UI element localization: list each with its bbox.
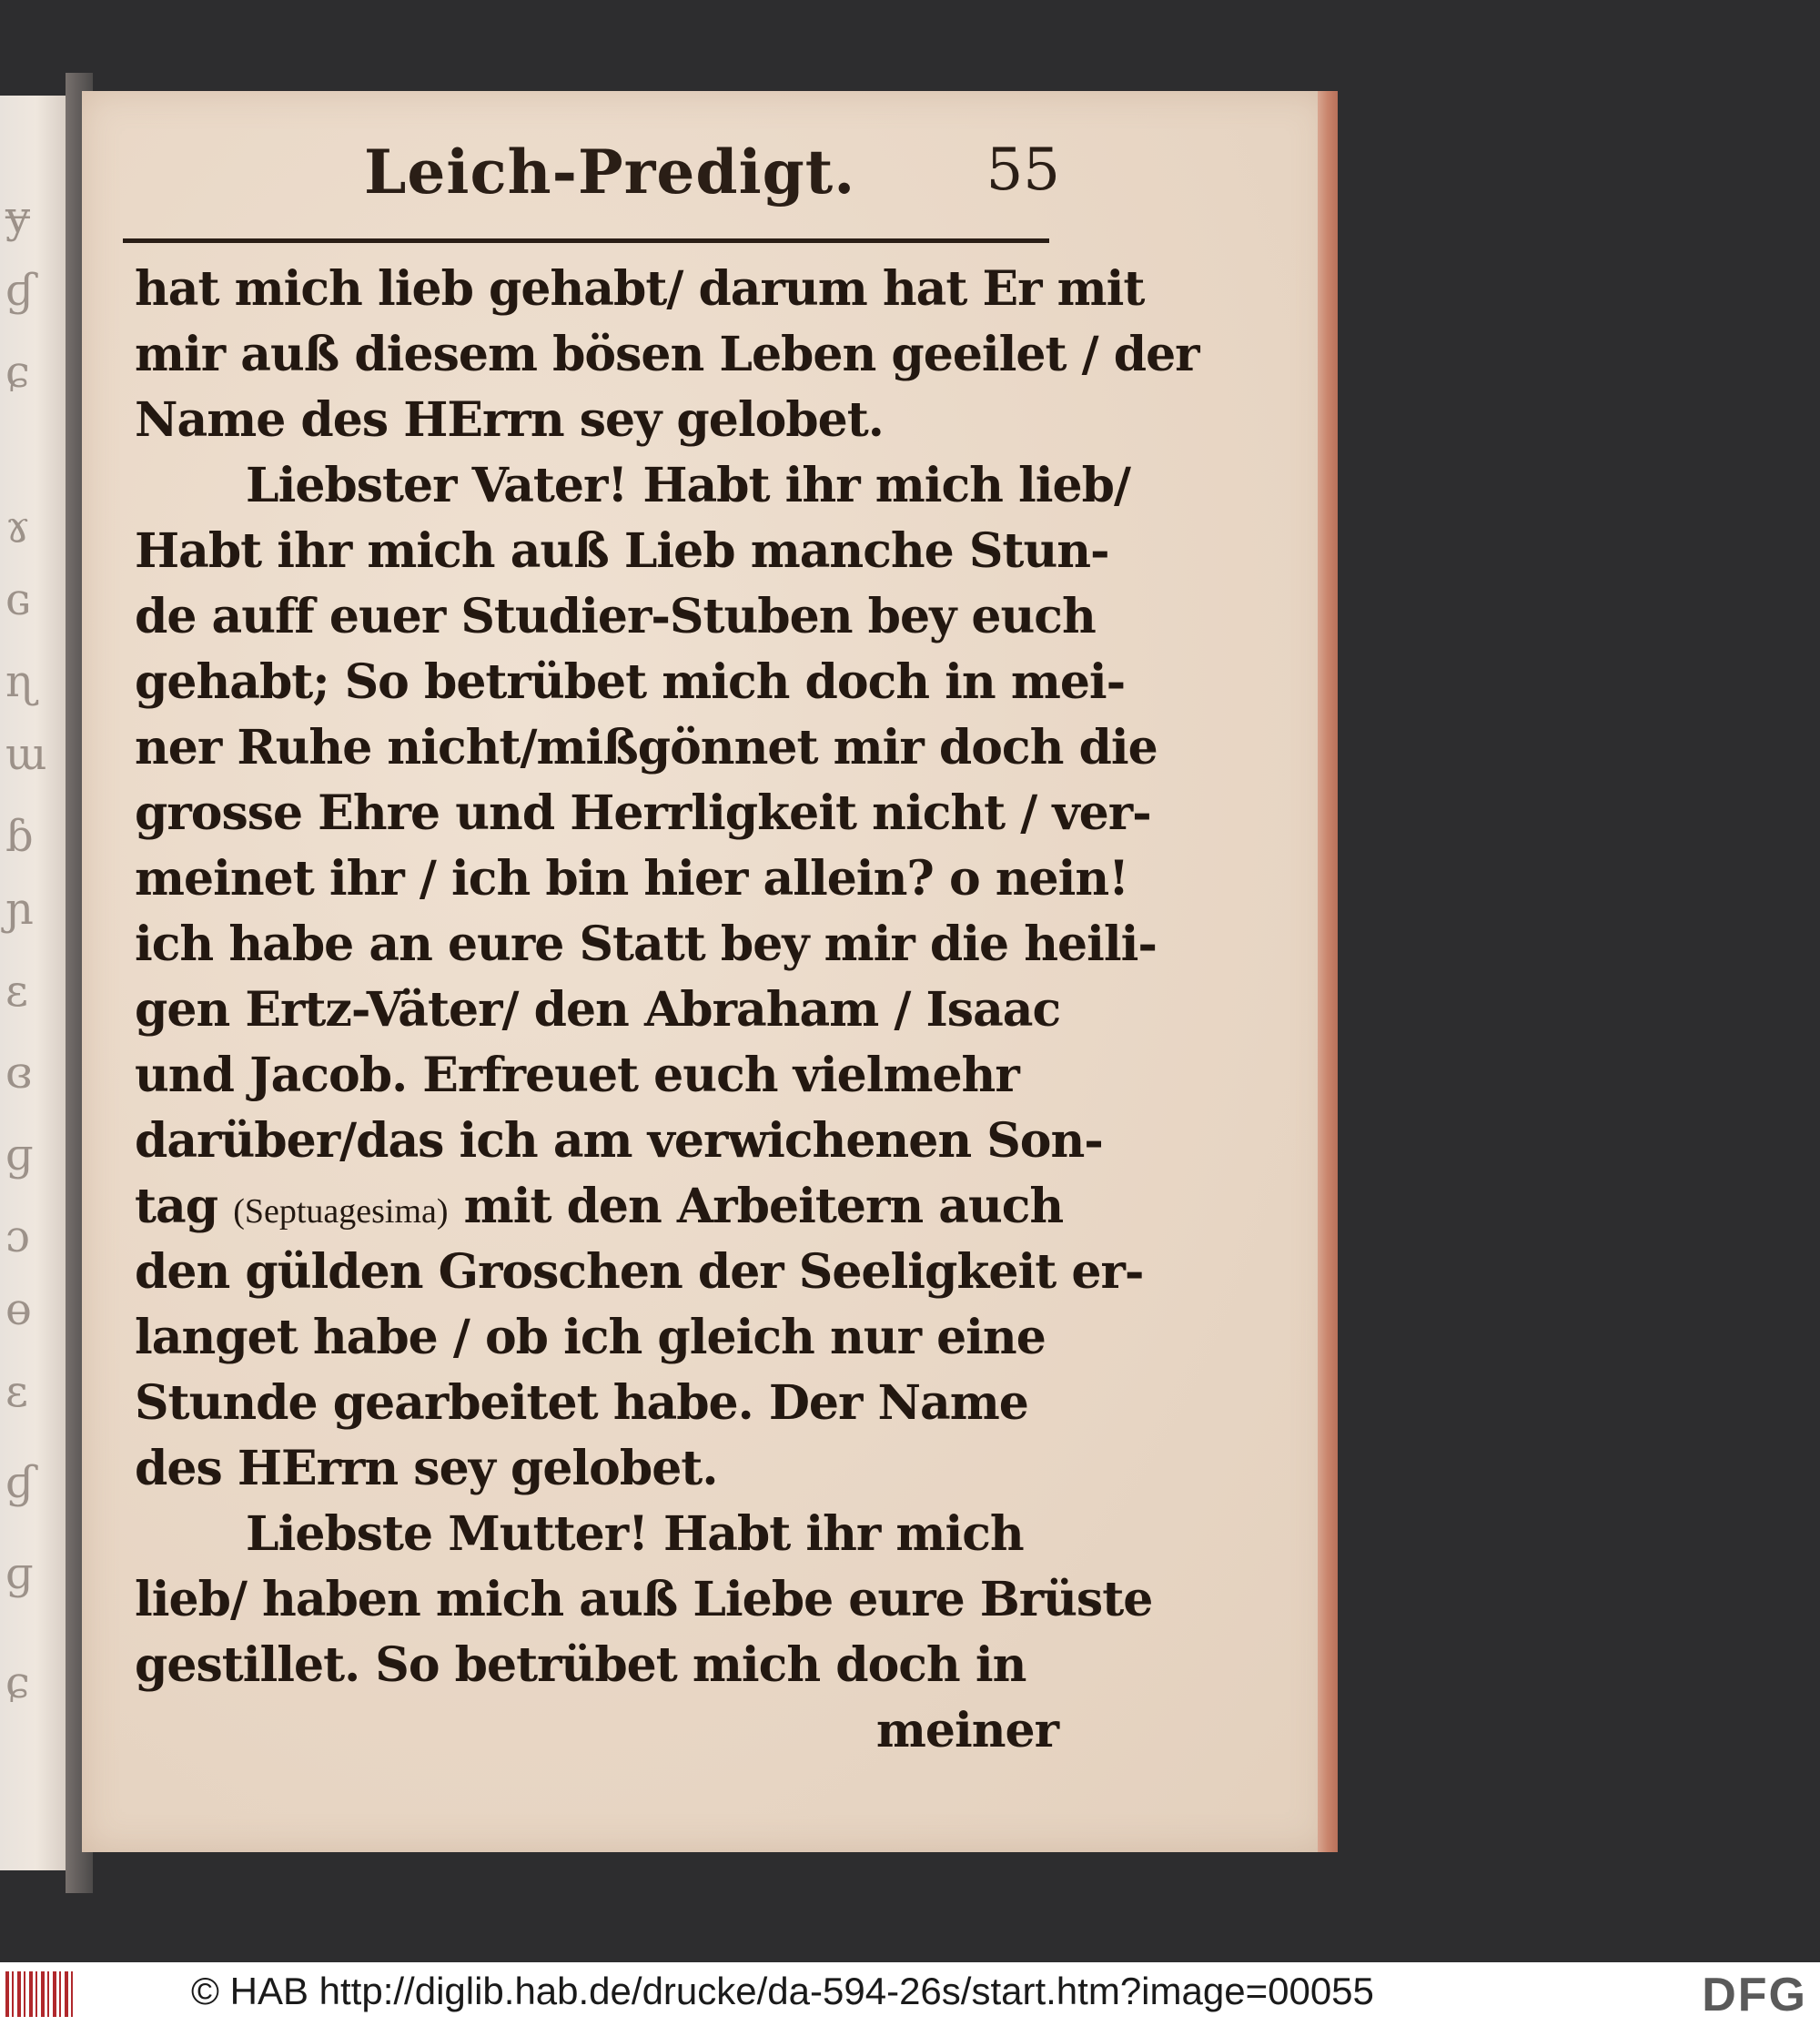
text-line [135,1698,1058,1764]
text-line-main: grosse Ehre und Herrligkeit nicht / ver- [135,785,1151,841]
text-line [135,781,1151,846]
text-line [135,1305,1058,1371]
text-line-main: langet habe / ob ich gleich nur eine [135,1310,1046,1365]
bleed-glyph: ɠ [5,265,35,316]
text-line [135,322,1199,388]
text-line-main: mir auß diesem bösen Leben geeilet / der [135,327,1199,382]
text-line-continuation: mit den Arbeitern auch [463,1179,1064,1234]
text-line [135,584,1096,650]
bleed-glyph: ɯ [5,729,47,780]
text-line [135,519,1109,584]
text-line [135,257,1145,322]
running-head: Leich-Predigt. [364,137,856,208]
text-line [135,1633,1058,1698]
bleed-glyph: ɡ [5,1548,34,1599]
text-line [135,1436,1058,1502]
text-line [135,715,1158,781]
bleed-glyph: ɠ [5,1457,35,1508]
bleed-glyph: ɏ [5,192,31,243]
text-line [135,978,1061,1043]
header-rule [123,238,1049,243]
page-number: 55 [986,137,1060,204]
text-line-main: meiner [875,1703,1058,1758]
bleed-glyph: ɓ [5,811,34,862]
bleed-glyph: ɞ [5,1048,33,1099]
text-line [135,912,1157,978]
bleed-glyph: ɳ [5,656,36,707]
text-line-main: tag [135,1179,218,1234]
text-line-main: darüber/das ich am verwichenen Son- [135,1113,1103,1169]
text-line [135,1174,1064,1240]
text-line-main: Habt ihr mich auß Lieb manche Stun- [135,523,1109,579]
text-line [135,1109,1103,1174]
bleed-glyph: ɕ [5,347,30,398]
text-line-main: hat mich lieb gehabt/ darum hat Er mit [135,261,1145,317]
bleed-glyph: ɛ [5,966,28,1017]
bleed-glyph: ɵ [5,1284,32,1335]
page-red-edge [1318,91,1338,1852]
text-line-main: Name des HErrn sey gelobet. [135,392,884,448]
latin-insert: (Septuagesima) [233,1192,449,1231]
text-line [135,1567,1153,1633]
text-line-main: den gülden Groschen der Seeligkeit er- [135,1244,1144,1300]
bleed-glyph: ɕ [5,1657,30,1708]
bleed-glyph: ɲ [5,884,34,935]
footer-bar [0,1962,1820,2026]
text-line-main: gestillet. So betrübet mich doch in [135,1637,1026,1693]
text-line-main: des HErrn sey gelobet. [135,1441,718,1496]
text-line-main: Liebster Vater! Habt ihr mich lieb/ [246,458,1130,513]
text-line-main: gehabt; So betrübet mich doch in mei- [135,654,1126,710]
text-line [135,846,1129,912]
bleed-glyph: ɛ [5,1366,28,1417]
text-line [135,453,1130,519]
adjacent-page-sliver [0,96,66,1870]
text-line-main: gen Ertz-Väter/ den Abraham / Isaac [135,982,1061,1038]
text-line [135,650,1126,715]
text-line-main: Stunde gearbeitet habe. Der Name [135,1375,1028,1431]
text-line-main: de auff euer Studier-Stuben bey euch [135,589,1096,644]
bleed-glyph: ɡ [5,1129,34,1180]
dfg-logo: DFG [1702,1969,1807,2021]
text-line-main: Liebste Mutter! Habt ihr mich [246,1506,1024,1562]
text-line [135,1043,1058,1109]
text-line-main: meinet ihr / ich bin hier allein? o nein! [135,851,1129,907]
text-line [135,1240,1144,1305]
body-text [135,257,1199,1764]
text-line-main: ner Ruhe nicht/mißgönnet mir doch die [135,720,1158,775]
library-barcode-icon [5,1971,75,2017]
page-header [123,137,1060,237]
text-line [135,1371,1058,1436]
text-line [135,388,1058,453]
text-line [135,1502,1058,1567]
text-line-main: ich habe an eure Statt bey mir die heili- [135,917,1157,972]
bleed-glyph: ɤ [5,501,31,552]
bleed-glyph: ɔ [5,1211,30,1262]
text-line-main: lieb/ haben mich auß Liebe eure Brüste [135,1572,1153,1627]
bleed-glyph: ɢ [5,574,31,625]
text-line-main: und Jacob. Erfreuet euch vielmehr [135,1048,1019,1103]
footer-url[interactable]: © HAB http://diglib.hab.de/drucke/da-594-26s/start.htm?image=00055 [191,1970,1374,2012]
